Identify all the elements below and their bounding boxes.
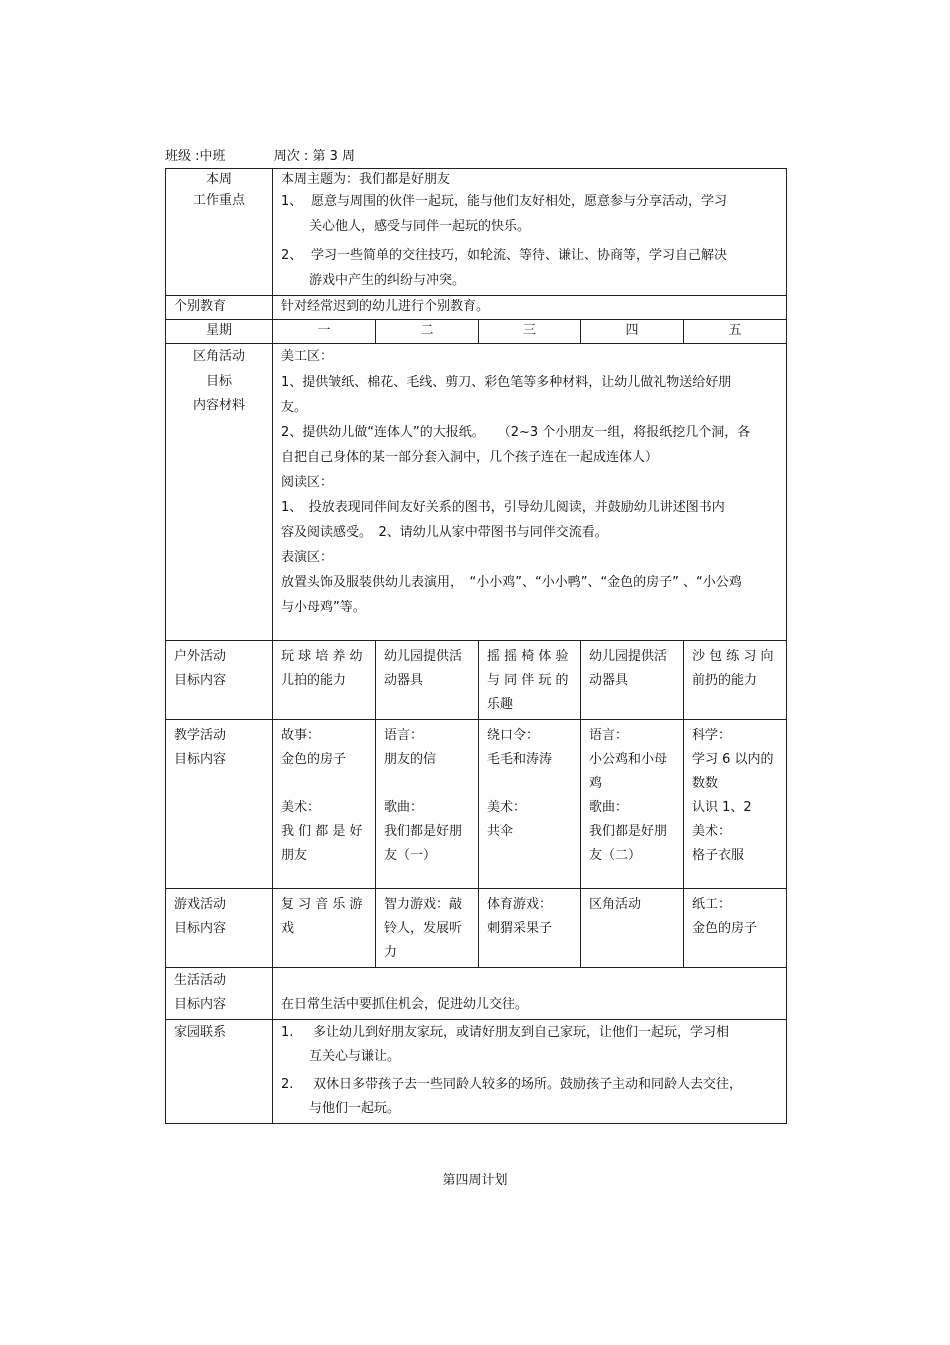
games-mon: 复 习 音 乐 游 戏 <box>273 889 376 968</box>
teaching-thu: 语言： 小公鸡和小母 鸡 歌曲： 我们都是好朋 友（二） <box>581 720 684 889</box>
focus-label: 本周 工作重点 <box>166 169 273 296</box>
weekday-fri: 五 <box>684 320 787 344</box>
life-label: 生活活动 目标内容 <box>166 968 273 1020</box>
footer-title: 第四周计划 <box>442 1173 508 1188</box>
games-label: 游戏活动 目标内容 <box>166 889 273 968</box>
teaching-row <box>166 720 787 889</box>
weekday-thu: 四 <box>581 320 684 344</box>
teaching-fri: 科学： 学习 6 以内的 数数 认识 1、2 美术： 格子衣服 <box>684 720 787 889</box>
weekday-tue: 二 <box>376 320 479 344</box>
outdoor-row <box>166 641 787 720</box>
focus-content: 本周主题为：我们都是好朋友 1、 愿意与周围的伙伴一起玩，能与他们友好相处，愿意参与分享活动，学习 关心他人，感受与同伴一起玩的快乐。 2、 学习一些简单的交往技巧，如轮流、等待、谦让、协商等，学习自己解决 游戏中产生的纠纷与冲突。 <box>273 169 787 296</box>
weekday-row <box>166 320 787 344</box>
family-row <box>166 1020 787 1124</box>
games-wed: 体育游戏： 刺猬采果子 <box>479 889 581 968</box>
life-content: 在日常生活中要抓住机会，促进幼儿交往。 <box>273 968 787 1020</box>
family-content: 1. 多让幼儿到好朋友家玩，或请好朋友到自己家玩，让他们一起玩，学习相 互关心与谦让。 2. 双休日多带孩子去一些同龄人较多的场所。鼓励孩子主动和同龄人去交往， 与他们一起玩。 <box>273 1020 787 1124</box>
weekday-wed: 三 <box>479 320 581 344</box>
games-fri: 纸工： 金色的房子 <box>684 889 787 968</box>
area-label: 区角活动 目标 内容材料 <box>166 344 273 641</box>
games-thu: 区角活动 <box>581 889 684 968</box>
teaching-tue: 语言： 朋友的信 歌曲： 我们都是好朋 友（一） <box>376 720 479 889</box>
individual-label: 个别教育 <box>166 296 273 320</box>
outdoor-fri: 沙 包 练 习 向 前扔的能力 <box>684 641 787 720</box>
games-tue: 智力游戏：敲 铃人，发展听 力 <box>376 889 479 968</box>
weekly-plan-table <box>165 168 787 1124</box>
outdoor-thu: 幼儿园提供活 动器具 <box>581 641 684 720</box>
class-label: 班级 :中班 <box>165 149 226 164</box>
teaching-wed: 绕口令： 毛毛和涛涛 美术： 共伞 <box>479 720 581 889</box>
teaching-mon: 故事： 金色的房子 美术： 我 们 都 是 好 朋友 <box>273 720 376 889</box>
weekday-label: 星期 <box>166 320 273 344</box>
week-label: 周次 : 第 3 周 <box>273 149 355 164</box>
outdoor-label: 户外活动 目标内容 <box>166 641 273 720</box>
individual-content: 针对经常迟到的幼儿进行个别教育。 <box>273 296 787 320</box>
weekday-mon: 一 <box>273 320 376 344</box>
theme-text: 本周主题为：我们都是好朋友 <box>281 172 451 187</box>
outdoor-tue: 幼儿园提供活 动器具 <box>376 641 479 720</box>
games-row <box>166 889 787 968</box>
family-label: 家园联系 <box>166 1020 273 1124</box>
life-row <box>166 968 787 1020</box>
outdoor-wed: 摇 摇 椅 体 验 与 同 伴 玩 的 乐趣 <box>479 641 581 720</box>
individual-row <box>166 296 787 320</box>
outdoor-mon: 玩 球 培 养 幼 儿拍的能力 <box>273 641 376 720</box>
area-row <box>166 344 787 641</box>
focus-row <box>166 169 787 296</box>
header <box>165 145 355 164</box>
teaching-label: 教学活动 目标内容 <box>166 720 273 889</box>
area-content: 美工区： 1、提供皱纸、棉花、毛线、剪刀、彩色笔等多种材料，让幼儿做礼物送给好朋 友。 2、提供幼儿做“连体人”的大报纸。 （2~3 个小朋友一组，将报纸挖几个洞，各 自把自己身体的某一部分套入洞中，几个孩子连在一起成连体人） 阅读区： 1、 投放表现同伴间友好关系的图书，引导幼儿阅读，并鼓励幼儿讲述图书内 容及阅读感受。 2、请幼儿从家中带图书与同伴交流看。 表演区： 放置头饰及服装供幼儿表演用， “小小鸡”、“小小鸭”、“金色的房子” 、“小公鸡 与小母鸡”等。 <box>273 344 787 641</box>
